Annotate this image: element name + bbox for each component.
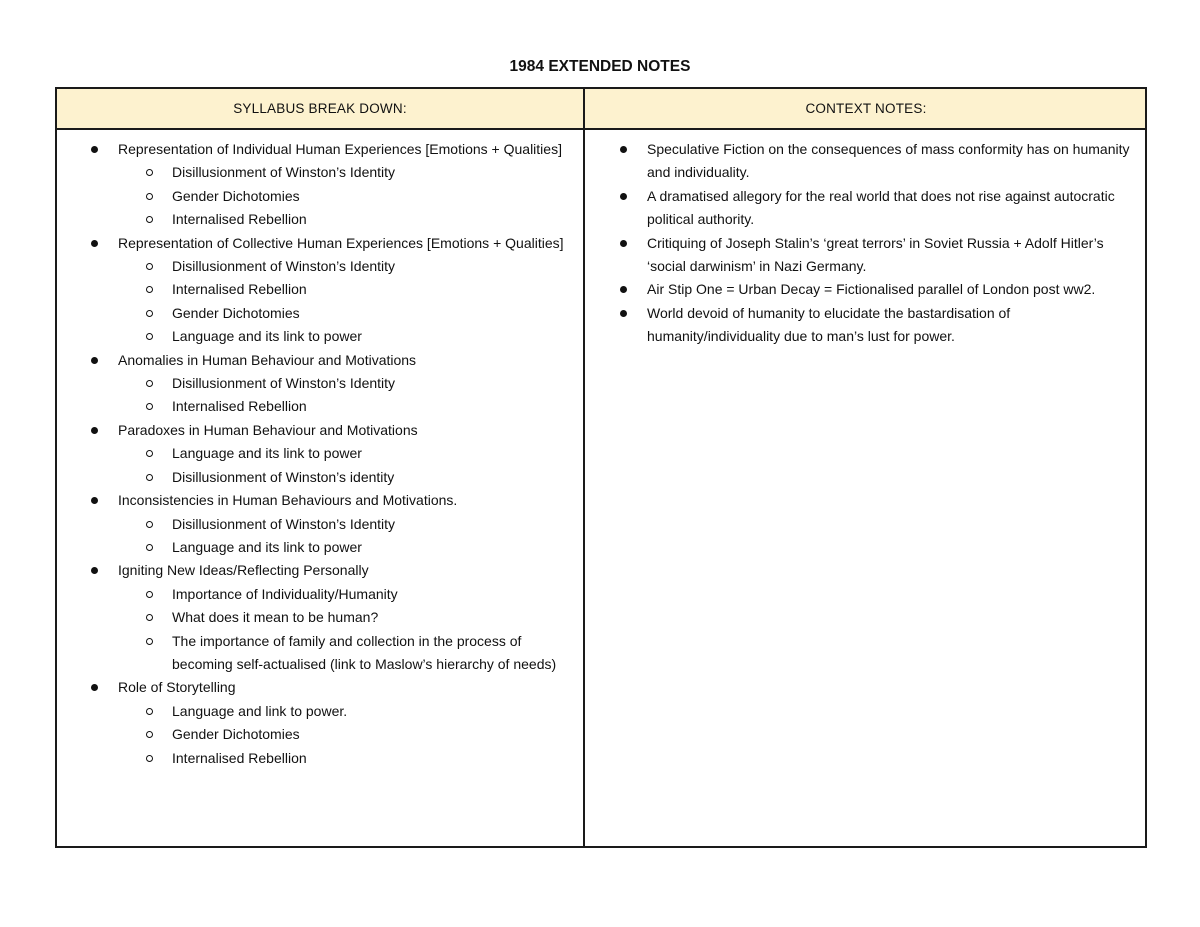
column-divider: [583, 89, 585, 846]
syllabus-subitem-text: Disillusionment of Winston’s Identity: [172, 515, 396, 532]
syllabus-item-text: Paradoxes in Human Behaviour and Motivations: [118, 421, 418, 438]
syllabus-item: [91, 419, 571, 489]
hollow-bullet-icon: [146, 708, 153, 715]
hollow-bullet-icon: [146, 591, 153, 598]
bullet-icon: [620, 310, 627, 317]
bullet-icon: [620, 146, 627, 153]
syllabus-subitem-text: Language and link to power.: [172, 702, 348, 719]
syllabus-subitem: [118, 185, 571, 208]
syllabus-subitem: [118, 325, 571, 348]
syllabus-sublist: [118, 161, 571, 231]
hollow-bullet-icon: [146, 474, 153, 481]
bullet-icon: [620, 286, 627, 293]
syllabus-subitem-text: Internalised Rebellion: [172, 211, 307, 228]
hollow-bullet-icon: [146, 544, 153, 551]
hollow-bullet-icon: [146, 521, 153, 528]
table-header-row: [57, 89, 1145, 130]
hollow-bullet-icon: [146, 216, 153, 223]
syllabus-subitem: [118, 302, 571, 325]
hollow-bullet-icon: [146, 614, 153, 621]
syllabus-subitem-text: What does it mean to be human?: [172, 609, 379, 626]
syllabus-header: SYLLABUS BREAK DOWN:: [233, 101, 407, 116]
hollow-bullet-icon: [146, 380, 153, 387]
bullet-icon: [91, 567, 98, 574]
bullet-icon: [91, 427, 98, 434]
syllabus-subitem-text: Language and its link to power: [172, 538, 362, 555]
syllabus-subitem-text: The importance of family and collection in the process of becoming self-actualised (link to Maslow’s hierarchy of needs): [172, 632, 557, 672]
context-item-text: Speculative Fiction on the consequences of mass conformity has on humanity and individuality.: [647, 141, 1130, 181]
syllabus-sublist: [118, 583, 571, 677]
syllabus-subitem: [118, 606, 571, 629]
syllabus-subitem: [118, 372, 571, 395]
syllabus-sublist: [118, 513, 571, 560]
syllabus-subitem-text: Disillusionment of Winston’s Identity: [172, 258, 396, 275]
syllabus-subitem-text: Gender Dichotomies: [172, 187, 300, 204]
hollow-bullet-icon: [146, 310, 153, 317]
syllabus-item: [91, 232, 571, 349]
context-list: [620, 138, 1140, 349]
syllabus-item-text: Representation of Individual Human Experiences [Emotions + Qualities]: [118, 141, 562, 157]
syllabus-subitem: [118, 630, 571, 677]
syllabus-item-text: Igniting New Ideas/Reflecting Personally: [118, 562, 369, 579]
syllabus-item: [91, 349, 571, 419]
syllabus-cell: [91, 138, 571, 770]
document-title: 1984 EXTENDED NOTES: [509, 58, 691, 75]
syllabus-subitem-text: Internalised Rebellion: [172, 398, 307, 415]
syllabus-item: [91, 489, 571, 559]
syllabus-subitem: [118, 700, 571, 723]
bullet-icon: [620, 193, 627, 200]
bullet-icon: [91, 684, 98, 691]
bullet-icon: [91, 240, 98, 247]
syllabus-item-text: Anomalies in Human Behaviour and Motivations: [118, 351, 417, 368]
syllabus-subitem: [118, 723, 571, 746]
hollow-bullet-icon: [146, 169, 153, 176]
syllabus-item-text: Inconsistencies in Human Behaviours and Motivations.: [118, 492, 458, 509]
syllabus-subitem-text: Language and its link to power: [172, 445, 362, 462]
context-item: [620, 302, 1140, 349]
hollow-bullet-icon: [146, 193, 153, 200]
context-item-text: Critiquing of Joseph Stalin’s ‘great terrors’ in Soviet Russia + Adolf Hitler’s ‘social darwinism’ in Nazi Germany.: [647, 234, 1104, 275]
syllabus-subitem-text: Disillusionment of Winston’s Identity: [172, 164, 396, 181]
syllabus-subitem: [118, 466, 571, 489]
bullet-icon: [91, 497, 98, 504]
hollow-bullet-icon: [146, 731, 153, 738]
syllabus-sublist: [118, 700, 571, 770]
syllabus-subitem: [118, 583, 571, 606]
context-item: [620, 185, 1140, 232]
syllabus-subitem: [118, 395, 571, 418]
context-item: [620, 232, 1140, 279]
syllabus-subitem-text: Disillusionment of Winston’s Identity: [172, 375, 396, 392]
notes-table: [55, 87, 1147, 848]
hollow-bullet-icon: [146, 263, 153, 270]
hollow-bullet-icon: [146, 403, 153, 410]
syllabus-sublist: [118, 442, 571, 489]
syllabus-subitem: [118, 536, 571, 559]
hollow-bullet-icon: [146, 286, 153, 293]
syllabus-subitem-text: Disillusionment of Winston’s identity: [172, 468, 395, 485]
syllabus-sublist: [118, 255, 571, 349]
context-item-text: World devoid of humanity to elucidate the bastardisation of humanity/individuality due to man’s lust for power.: [647, 304, 1011, 345]
context-header: CONTEXT NOTES:: [805, 101, 927, 116]
context-item: [620, 138, 1140, 185]
bullet-icon: [620, 240, 627, 247]
syllabus-subitem: [118, 278, 571, 301]
syllabus-subitem: [118, 161, 571, 184]
syllabus-subitem-text: Internalised Rebellion: [172, 749, 307, 766]
hollow-bullet-icon: [146, 755, 153, 762]
syllabus-item-text: Role of Storytelling: [118, 679, 236, 696]
context-item-text: A dramatised allegory for the real world that does not rise against autocratic political authority.: [647, 187, 1115, 228]
syllabus-subitem: [118, 255, 571, 278]
context-item: [620, 278, 1140, 301]
context-item-text: Air Stip One = Urban Decay = Fictionalised parallel of London post ww2.: [647, 281, 1096, 298]
syllabus-subitem: [118, 513, 571, 536]
syllabus-subitem: [118, 747, 571, 770]
syllabus-item: [91, 559, 571, 676]
hollow-bullet-icon: [146, 638, 153, 645]
syllabus-subitem-text: Language and its link to power: [172, 328, 362, 345]
syllabus-list: [91, 138, 571, 770]
hollow-bullet-icon: [146, 450, 153, 457]
syllabus-subitem: [118, 442, 571, 465]
syllabus-subitem-text: Internalised Rebellion: [172, 281, 307, 298]
syllabus-subitem-text: Gender Dichotomies: [172, 726, 300, 743]
syllabus-item: [91, 138, 571, 232]
syllabus-subitem-text: Importance of Individuality/Humanity: [172, 585, 398, 602]
syllabus-item-text: Representation of Collective Human Experiences [Emotions + Qualities]: [118, 234, 564, 251]
context-cell: [620, 138, 1140, 349]
hollow-bullet-icon: [146, 333, 153, 340]
syllabus-sublist: [118, 372, 571, 419]
bullet-icon: [91, 146, 98, 153]
syllabus-subitem-text: Gender Dichotomies: [172, 304, 300, 321]
syllabus-subitem: [118, 208, 571, 231]
bullet-icon: [91, 357, 98, 364]
syllabus-item: [91, 676, 571, 770]
